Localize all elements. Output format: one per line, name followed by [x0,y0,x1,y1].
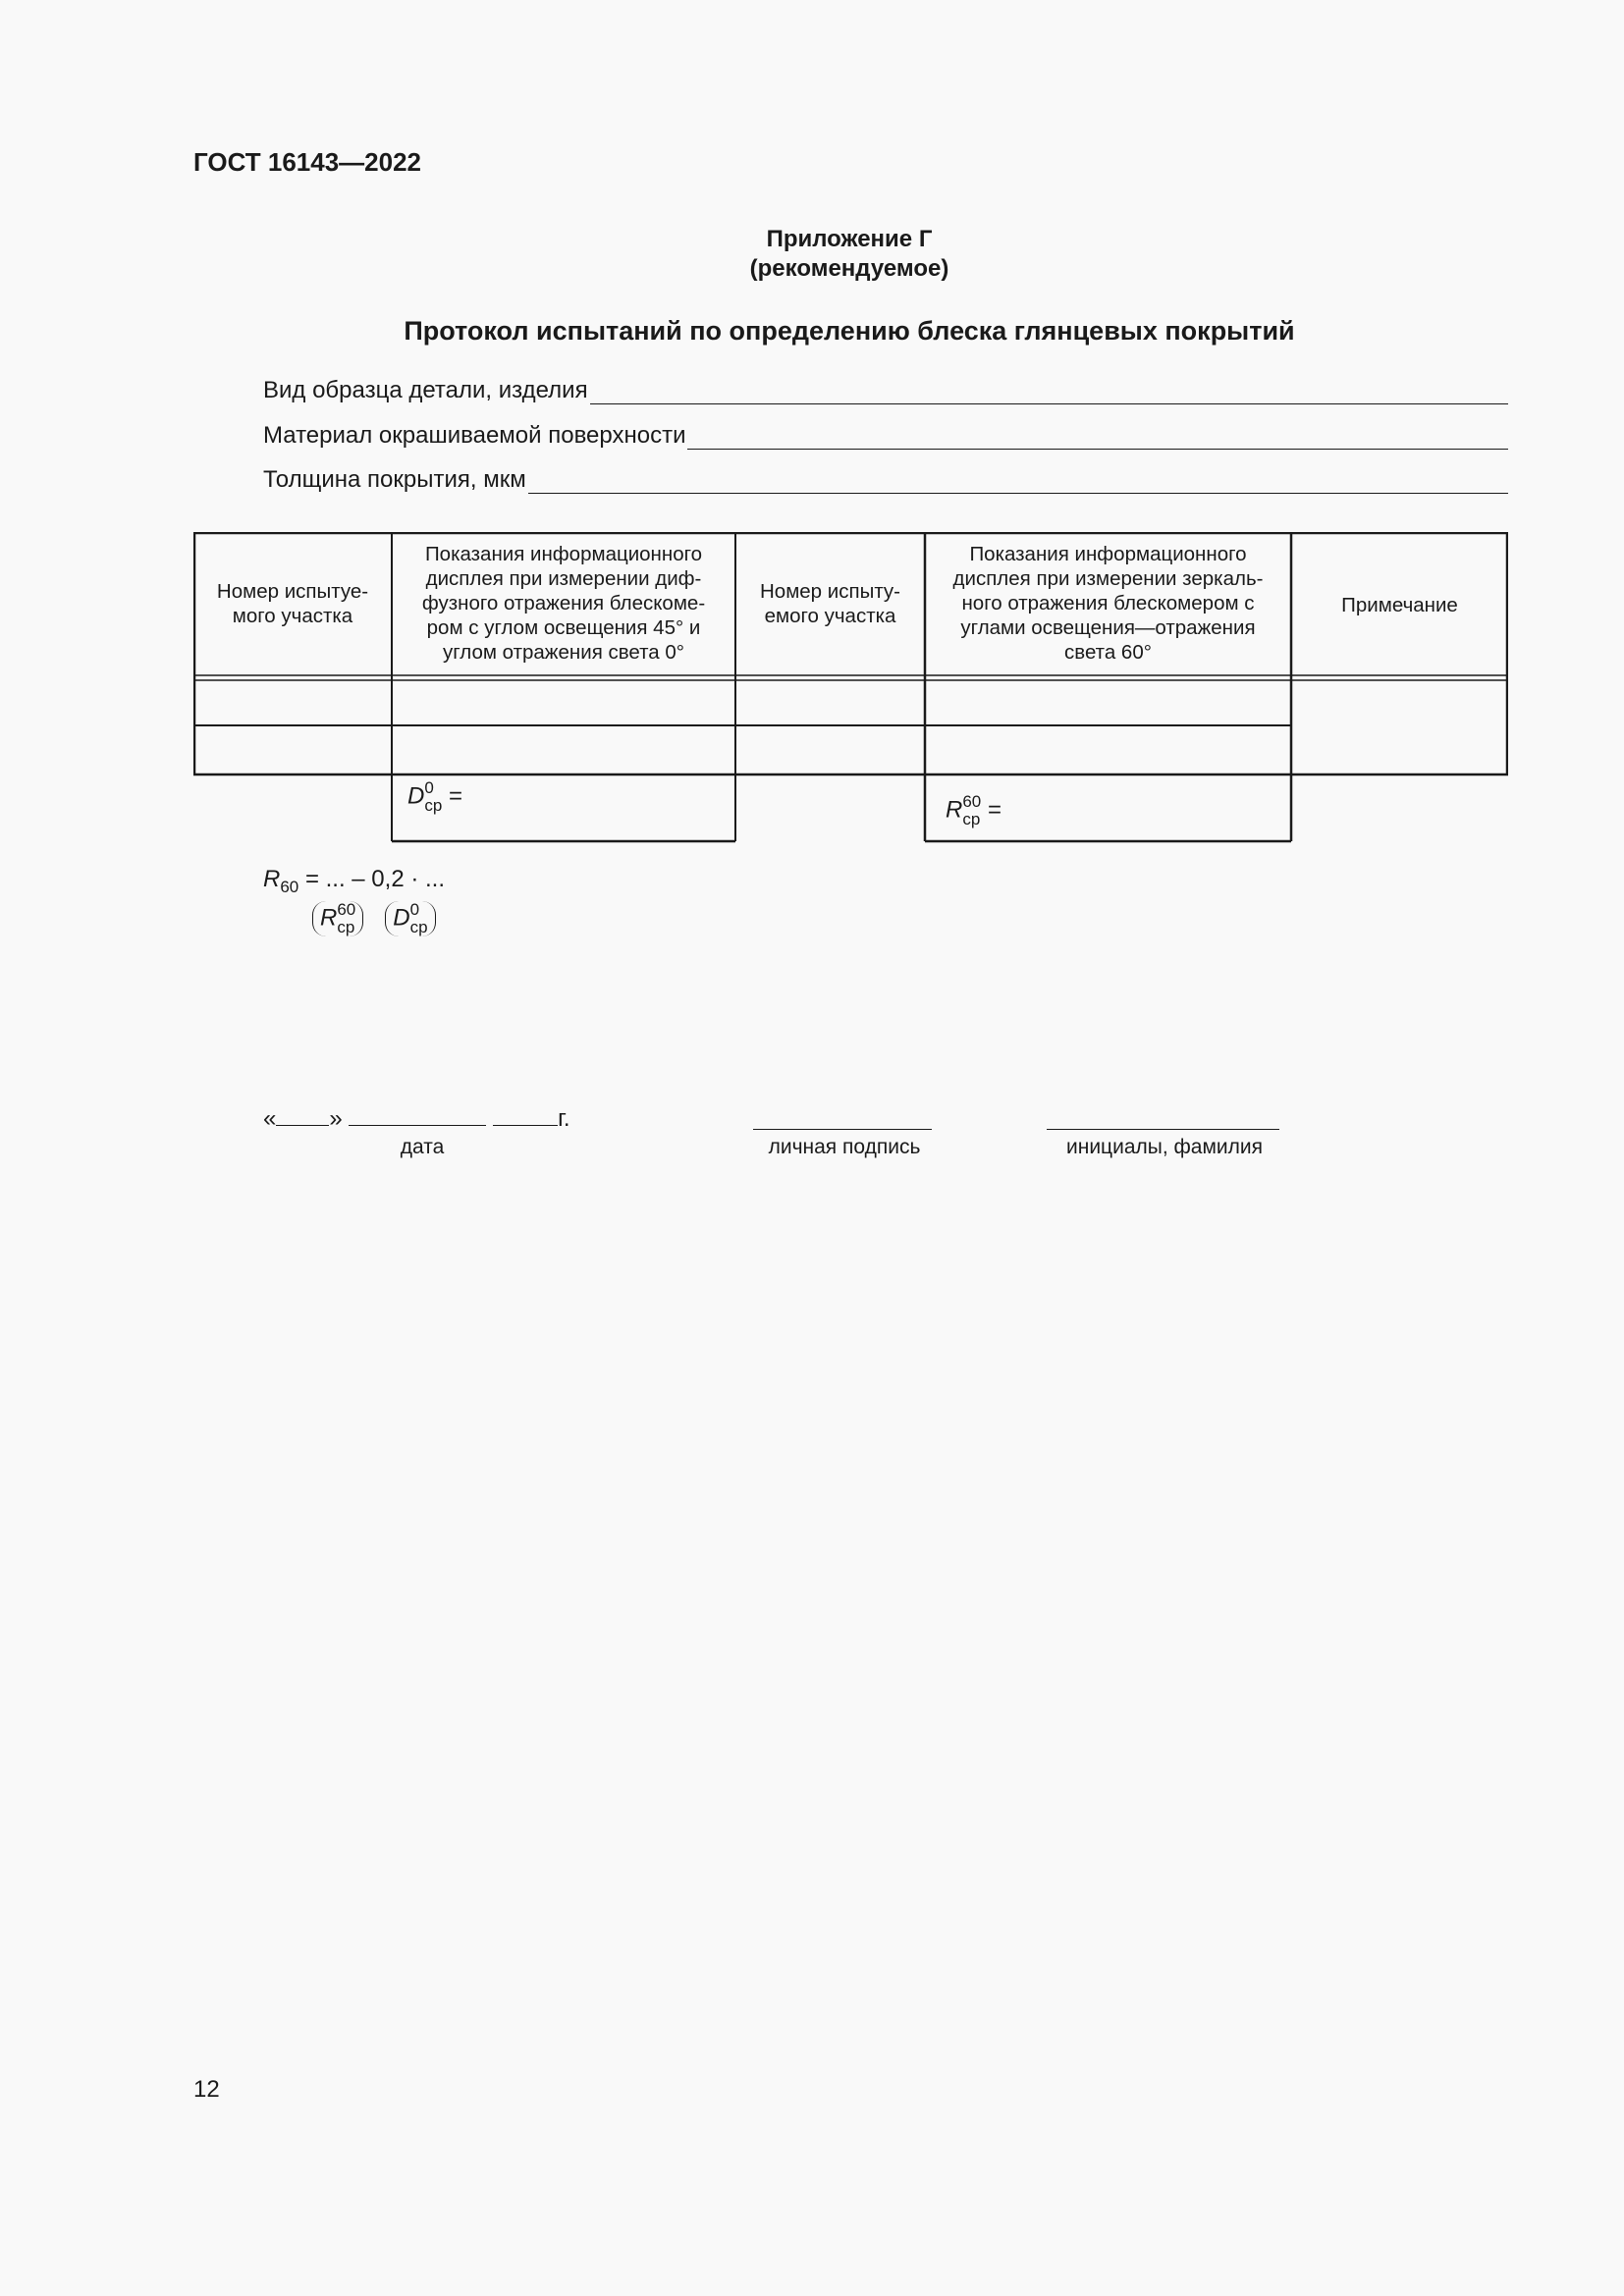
header-line: Номер испытуе- [216,580,369,603]
d-symbol: D [407,782,425,810]
d-equals: = [448,782,462,810]
header-line: углами освещения—отражения [960,616,1256,639]
standard-number: ГОСТ 16143—2022 [193,147,421,177]
header-line: дисплея при измерении диф- [425,567,702,590]
header-diffuse-reading [392,542,735,665]
r-equals: = [987,796,1001,824]
header-line: Показания информационного [424,543,703,565]
page-number: 12 [193,2076,220,2103]
close-quote: » [329,1105,343,1132]
appendix-label: Приложение Г [766,226,933,252]
signature-caption: личная подпись [768,1136,921,1158]
average-diffuse-formula [407,779,462,815]
note-r-sub: ср [337,918,355,936]
header-section-number-1 [193,579,392,628]
header-line: Номер испыту- [759,580,901,603]
note-r-sup: 60 [337,900,356,919]
formula-r-sub: 60 [280,877,299,896]
signature-line[interactable] [753,1129,932,1130]
header-line: света 60° [1064,641,1152,664]
formula-r-symbol: R [263,866,281,892]
d-sup: 0 [424,778,434,797]
header-section-number-2 [735,579,925,628]
note-d-sup: 0 [409,900,420,919]
material-label: Материал окрашиваемой поверхности [263,422,686,449]
header-line: углом отражения света 0° [443,641,684,664]
note-r-paren [312,901,363,936]
thickness-line[interactable] [528,469,1508,494]
name-line[interactable] [1047,1129,1279,1130]
header-line: мого участка [232,605,353,627]
day-line[interactable] [276,1105,329,1126]
header-specular-reading [925,542,1291,665]
header-note [1291,593,1508,617]
note-d-sub: ср [409,918,428,936]
note-d-symbol: D [393,904,410,932]
r-sub: ср [962,810,981,828]
date-caption: дата [400,1136,445,1158]
r-sup: 60 [962,792,982,811]
date-field [263,1105,570,1133]
protocol-title: Протокол испытаний по определению блеска глянцевых покрытий [404,316,1295,346]
header-line: ром с углом освещения 45° и [426,616,701,639]
d-sub: ср [424,796,443,815]
year-suffix: г. [558,1105,570,1132]
results-table [193,532,1508,843]
r-symbol: R [946,796,963,824]
sample-type-line[interactable] [590,380,1508,404]
average-specular-formula [946,793,1001,828]
open-quote: « [263,1105,277,1132]
month-line[interactable] [349,1105,486,1126]
name-caption: инициалы, фамилия [1066,1136,1263,1158]
year-line[interactable] [493,1105,558,1126]
thickness-label: Толщина покрытия, мкм [263,466,526,493]
header-line: Показания информационного [969,543,1247,565]
header-line: емого участка [764,605,896,627]
formula-legend [312,901,458,936]
header-line: Примечание [1341,594,1458,616]
material-field [263,422,1508,450]
appendix-status: (рекомендуемое) [749,255,949,282]
note-d-paren [385,901,435,936]
header-line: ного отражения блескомером с [961,592,1255,614]
header-line: фузного отражения блескоме- [421,592,706,614]
gloss-formula [263,866,445,897]
sample-type-label: Вид образца детали, изделия [263,377,588,403]
thickness-field [263,466,1508,494]
sample-type-field [263,377,1508,404]
material-line[interactable] [687,425,1508,450]
note-r-symbol: R [320,904,338,932]
header-line: дисплея при измерении зеркаль- [952,567,1264,590]
formula-rhs: = ... – 0,2 · ... [304,866,446,892]
